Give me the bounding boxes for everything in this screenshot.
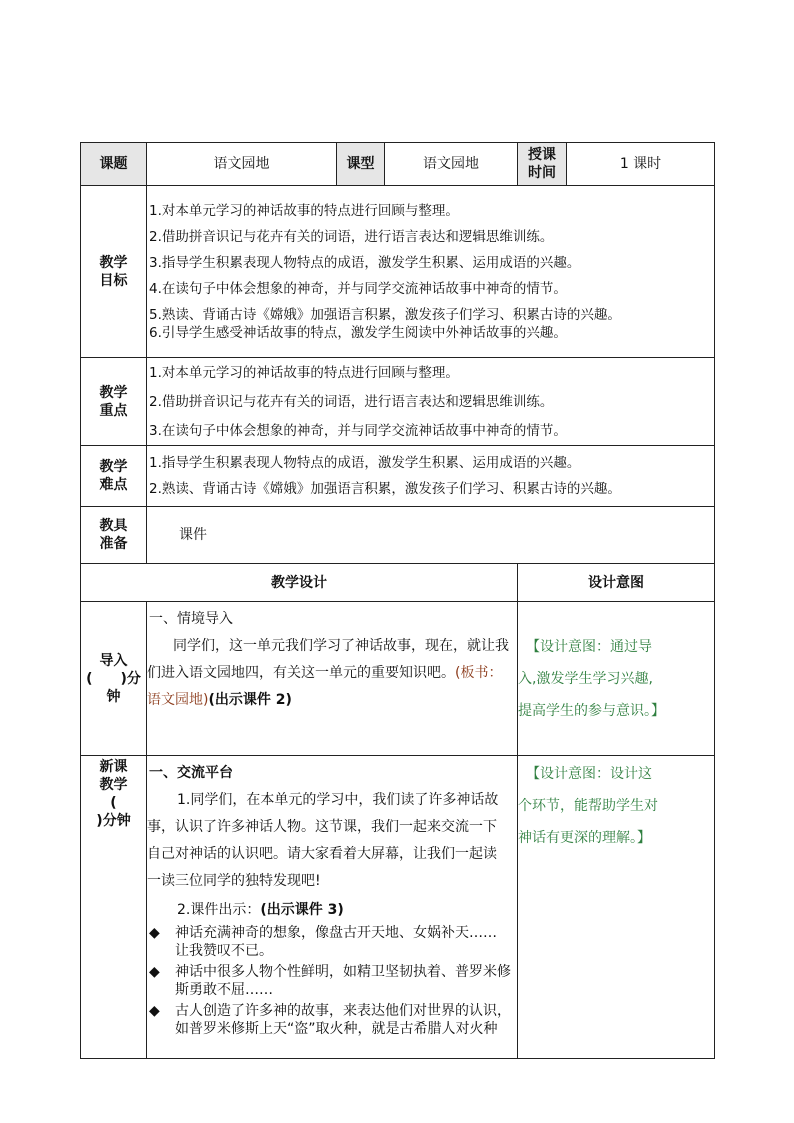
objectives-content bbox=[147, 186, 715, 358]
new-lesson-line: 一读三位同学的独特发现吧! bbox=[147, 873, 321, 889]
lesson-plan-table bbox=[80, 142, 715, 1059]
new-lesson-line: 1.同学们，在本单元的学习中，我们读了许多神话故 bbox=[177, 792, 499, 808]
tools-label: 教具 准备 bbox=[81, 507, 147, 564]
bullet-item: ◆ 古人创造了许多神的故事，来表达他们对世界的认识， 如普罗米修斯上天“盗”取火种，就是古希腊人对火种 bbox=[149, 1003, 511, 1037]
intro-line: 同学们，这一单元我们学习了神话故事，现在，就让我 bbox=[173, 638, 509, 654]
difficulties-row bbox=[81, 446, 715, 507]
intro-heading: 一、情境导入 bbox=[149, 611, 233, 627]
intro-line: 们进入语文园地四，有关这一单元的重要知识吧。(板书： bbox=[147, 665, 503, 681]
bullet-item: ◆ 神话充满神奇的想象，像盘古开天地、女娲补天…… 让我赞叹不已。 bbox=[149, 925, 497, 959]
key-points-label: 教学 重点 bbox=[81, 358, 147, 446]
topic-label: 课题 bbox=[81, 143, 147, 186]
objective-item: 2.借助拼音识记与花卉有关的词语，进行语言表达和逻辑思维训练。 bbox=[149, 228, 554, 245]
diamond-bullet-icon: ◆ bbox=[149, 964, 160, 980]
difficulties-content bbox=[147, 446, 715, 507]
new-lesson-line: 事，认识了许多神话人物。这节课，我们一起来交流一下 bbox=[147, 819, 497, 835]
key-points-content bbox=[147, 358, 715, 446]
new-lesson-row bbox=[81, 756, 715, 1059]
intro-label: 导入 ( )分 钟 bbox=[81, 602, 147, 756]
difficulties-label: 教学 难点 bbox=[81, 446, 147, 507]
bullet-item: ◆ 神话中很多人物个性鲜明，如精卫坚韧执着、普罗米修 斯勇敢不屈…… bbox=[149, 964, 511, 998]
time-label-line-1: 授课 bbox=[528, 147, 556, 163]
tools-value: 课件 bbox=[147, 507, 715, 564]
objective-item: 3.指导学生积累表现人物特点的成语，激发学生积累、运用成语的兴趣。 bbox=[149, 254, 581, 271]
tools-row bbox=[81, 507, 715, 564]
objectives-row bbox=[81, 186, 715, 358]
key-point-item: 3.在读句子中体会想象的神奇，并与同学交流神话故事中神奇的情节。 bbox=[149, 422, 567, 439]
objective-item: 1.对本单元学习的神话故事的特点进行回顾与整理。 bbox=[149, 202, 459, 219]
key-points-row bbox=[81, 358, 715, 446]
difficulty-item: 1.指导学生积累表现人物特点的成语，激发学生积累、运用成语的兴趣。 bbox=[149, 455, 581, 471]
objective-item: 6.引导学生感受神话故事的特点，激发学生阅读中外神话故事的兴趣。 bbox=[149, 324, 567, 341]
new-lesson-content bbox=[147, 756, 518, 1059]
difficulty-item: 2.熟读、背诵古诗《嫦娥》加强语言积累，激发孩子们学习、积累古诗的兴趣。 bbox=[149, 481, 621, 497]
new-lesson-label: 新课 教学 ( )分钟 bbox=[81, 756, 147, 1059]
key-point-item: 1.对本单元学习的神话故事的特点进行回顾与整理。 bbox=[149, 364, 459, 381]
topic-value: 语文园地 bbox=[147, 143, 337, 186]
intro-content bbox=[147, 602, 518, 756]
objective-item: 5.熟读、背诵古诗《嫦娥》加强语言积累，激发孩子们学习、积累古诗的兴趣。 bbox=[149, 306, 621, 323]
design-header-right: 设计意图 bbox=[518, 564, 715, 602]
new-lesson-line: 自己对神话的认识吧。请大家看着大屏幕，让我们一起读 bbox=[147, 846, 497, 862]
diamond-bullet-icon: ◆ bbox=[149, 925, 160, 941]
header-row bbox=[81, 143, 715, 186]
design-header-row bbox=[81, 564, 715, 602]
time-value: 1 课时 bbox=[567, 143, 715, 186]
objectives-label: 教学 目标 bbox=[81, 186, 147, 358]
new-lesson-heading: 一、交流平台 bbox=[149, 765, 233, 781]
intro-line: 语文园地)(出示课件 2) bbox=[147, 692, 292, 708]
type-label: 课型 bbox=[337, 143, 385, 186]
type-value: 语文园地 bbox=[385, 143, 518, 186]
intro-intent: 【设计意图：通过导 入,激发学生学习兴趣, 提高学生的参与意识。】 bbox=[518, 602, 715, 756]
diamond-bullet-icon: ◆ bbox=[149, 1003, 160, 1019]
new-lesson-intent: 【设计意图：设计这 个环节，能帮助学生对 神话有更深的理解。】 bbox=[518, 756, 715, 1059]
objective-item: 4.在读句子中体会想象的神奇，并与同学交流神话故事中神奇的情节。 bbox=[149, 280, 567, 297]
time-label bbox=[518, 143, 567, 186]
design-header-left: 教学设计 bbox=[81, 564, 518, 602]
key-point-item: 2.借助拼音识记与花卉有关的词语，进行语言表达和逻辑思维训练。 bbox=[149, 393, 554, 410]
time-label-line-2: 时间 bbox=[528, 165, 556, 181]
intro-row bbox=[81, 602, 715, 756]
new-lesson-line: 2.课件出示：(出示课件 3) bbox=[177, 902, 344, 918]
